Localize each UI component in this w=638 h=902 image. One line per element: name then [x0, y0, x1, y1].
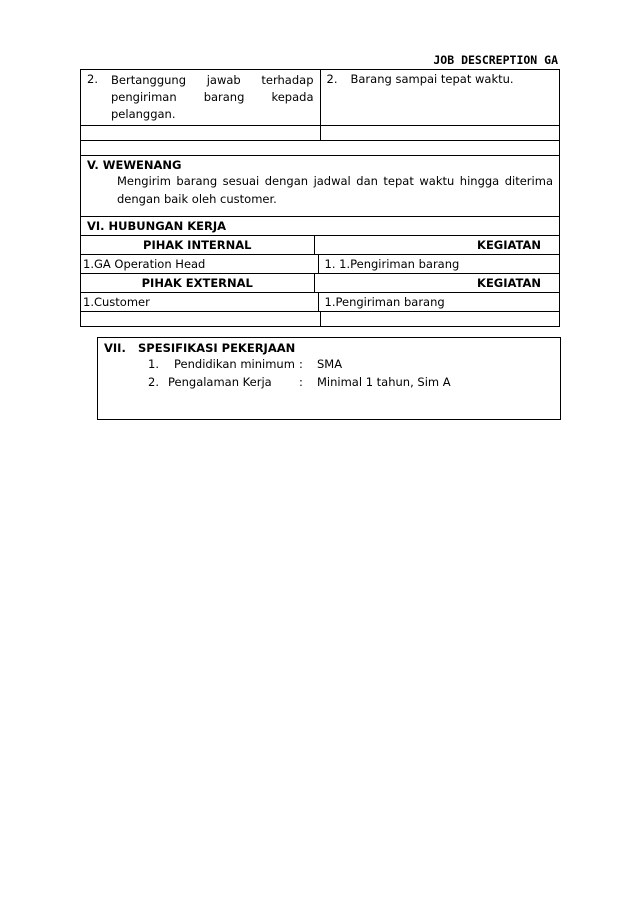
- spesifikasi-item-colon: :: [299, 357, 303, 371]
- responsibility-cell: [81, 70, 321, 125]
- spesifikasi-section: [97, 337, 561, 420]
- empty-cell: [81, 312, 321, 326]
- indicator-text: Barang sampai tepat waktu.: [350, 72, 514, 86]
- indicator-cell: [321, 70, 560, 125]
- external-header-row: [81, 274, 559, 293]
- spesifikasi-item-label: Pendidikan minimum: [174, 357, 295, 371]
- internal-party-header: PIHAK INTERNAL: [81, 236, 315, 254]
- spesifikasi-title: SPESIFIKASI PEKERJAAN: [138, 341, 296, 355]
- external-activity-header: KEGIATAN: [477, 276, 541, 290]
- spesifikasi-item-colon: :: [299, 375, 303, 389]
- responsibility-number: 2.: [87, 72, 98, 86]
- responsibility-text: Bertanggung jawab terhadap pengiriman barang kepada pelanggan.: [111, 73, 314, 121]
- job-description-table: [80, 69, 560, 327]
- spesifikasi-item-value: SMA: [317, 357, 343, 371]
- external-party: 1.Customer: [81, 293, 319, 311]
- external-party-header: PIHAK EXTERNAL: [81, 274, 315, 292]
- spacer-row: [81, 141, 559, 156]
- internal-party: 1.GA Operation Head: [81, 255, 319, 273]
- internal-data-row: [81, 255, 559, 274]
- spesifikasi-roman: VII.: [104, 341, 126, 355]
- internal-activity: 1. 1.Pengiriman barang: [324, 257, 460, 271]
- wewenang-title: V. WEWENANG: [87, 158, 182, 172]
- empty-cell: [321, 312, 560, 326]
- spesifikasi-item-number: 2.: [148, 375, 159, 389]
- empty-row: [81, 312, 559, 326]
- spesifikasi-item-label: Pengalaman Kerja: [168, 375, 272, 389]
- internal-header-row: [81, 236, 559, 255]
- spesifikasi-item: [104, 356, 554, 373]
- empty-row: [81, 126, 559, 141]
- external-data-row: [81, 293, 559, 312]
- spesifikasi-item-value: Minimal 1 tahun, Sim A: [317, 375, 451, 389]
- external-activity: 1.Pengiriman barang: [324, 295, 445, 309]
- indicator-number: 2.: [326, 72, 338, 86]
- responsibility-row: [81, 70, 559, 126]
- empty-cell: [321, 126, 560, 140]
- wewenang-text: Mengirim barang sesuai dengan jadwal dan tepat waktu hingga diterima dengan baik oleh customer.: [117, 174, 553, 206]
- internal-activity-header: KEGIATAN: [477, 238, 541, 252]
- document-header-title: JOB DESCREPTION GA: [433, 53, 558, 67]
- empty-cell: [81, 126, 321, 140]
- spesifikasi-item: [104, 374, 554, 391]
- hubungan-kerja-title: VI. HUBUNGAN KERJA: [87, 219, 227, 233]
- wewenang-section: [81, 156, 559, 217]
- spesifikasi-item-number: 1.: [148, 357, 159, 371]
- hubungan-kerja-title-row: [81, 217, 559, 236]
